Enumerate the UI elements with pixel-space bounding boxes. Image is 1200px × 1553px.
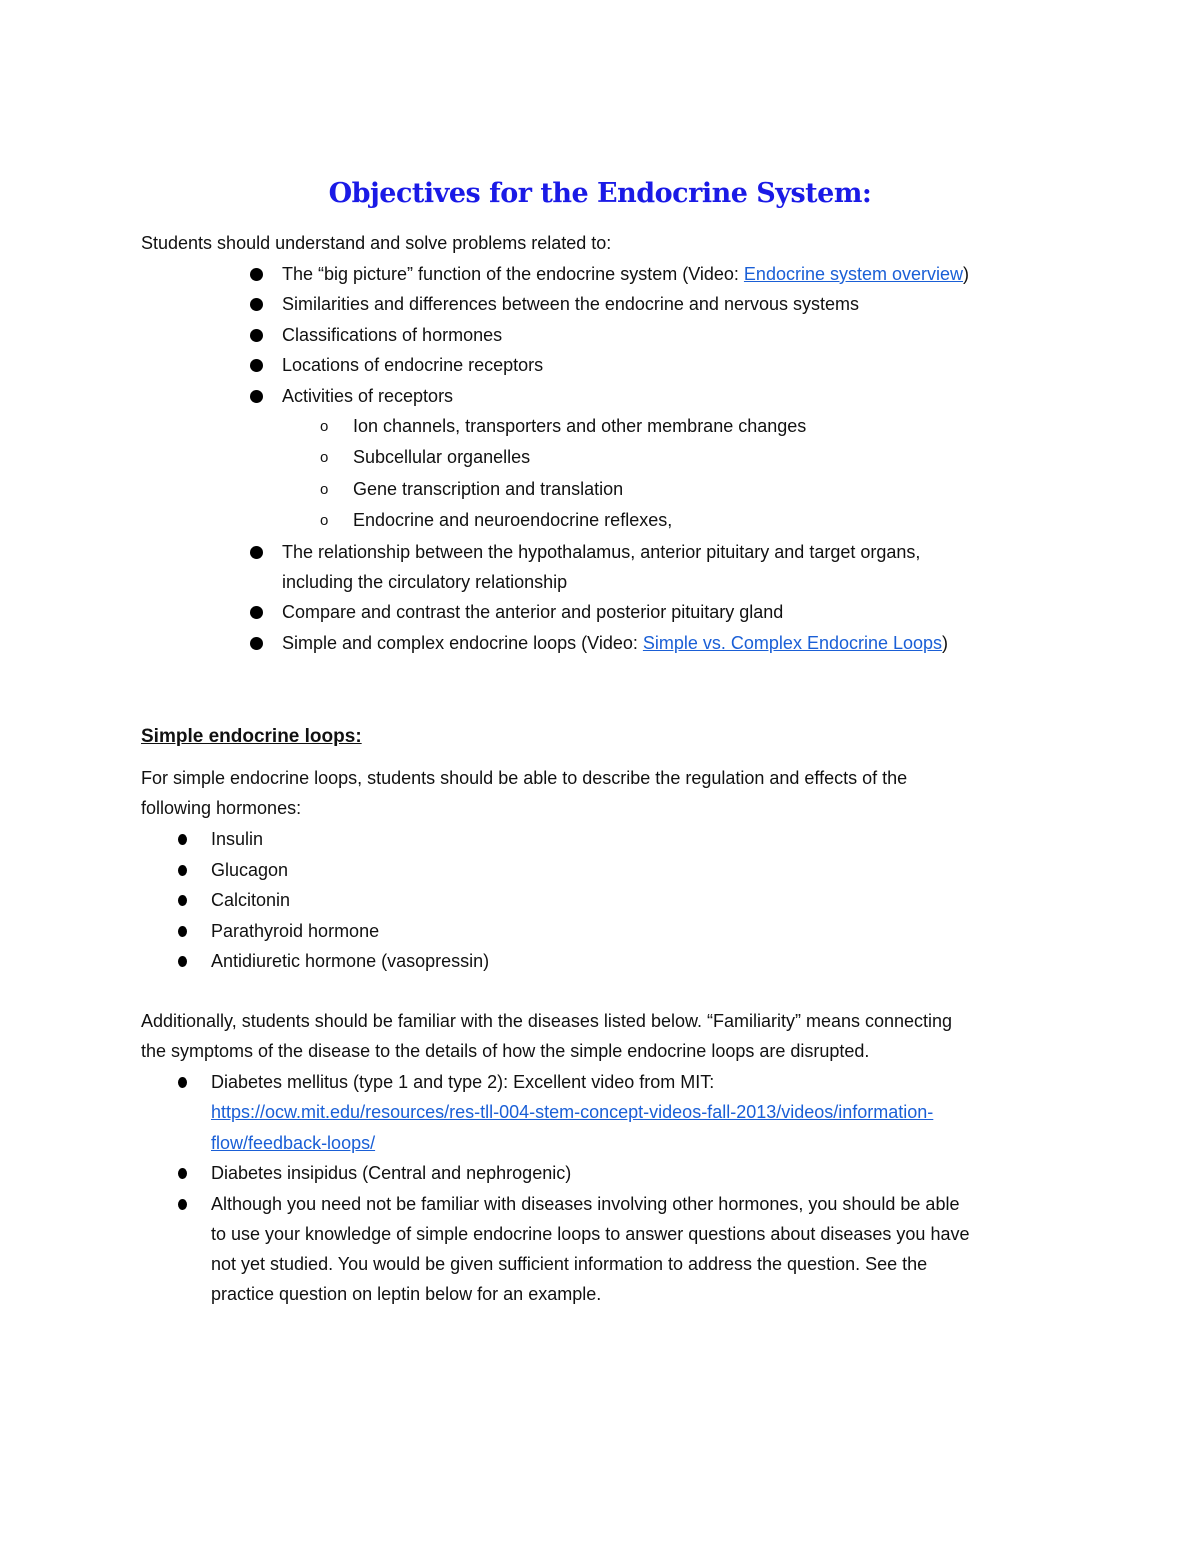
objective-text: Simple and complex endocrine loops (Video: [282, 633, 643, 653]
disease-item-cont: to use your knowledge of simple endocrine loops to answer questions about diseases you have [211, 1224, 970, 1244]
bullet-icon [178, 1199, 187, 1210]
disease-item: Although you need not be familiar with diseases involving other hormones, you should be able [211, 1194, 960, 1214]
mit-video-link[interactable]: https://ocw.mit.edu/resources/res-tll-004-stem-concept-videos-fall-2013/videos/information- [211, 1102, 934, 1122]
disease-item: Diabetes mellitus (type 1 and type 2): Excellent video from MIT: [211, 1072, 715, 1092]
bullet-icon [250, 359, 263, 372]
circle-bullet-icon: o [320, 449, 329, 466]
mit-video-link-cont[interactable]: flow/feedback-loops/ [211, 1133, 376, 1153]
bullet-icon [250, 298, 263, 311]
sub-item: Subcellular organelles [353, 447, 531, 467]
disease-item-cont: practice question on leptin below for an example. [211, 1284, 602, 1304]
objective-item: The relationship between the hypothalamus, anterior pituitary and target organs, [282, 542, 921, 562]
section-heading: Simple endocrine loops: [141, 726, 362, 747]
bullet-icon [250, 546, 263, 559]
simple-complex-loops-link[interactable]: Simple vs. Complex Endocrine Loops [642, 633, 943, 653]
paragraph-line: For simple endocrine loops, students should be able to describe the regulation and effects of the [141, 768, 908, 788]
bullet-icon [178, 834, 187, 845]
paragraph-line: the symptoms of the disease to the details of how the simple endocrine loops are disrupted. [141, 1041, 870, 1061]
circle-bullet-icon: o [320, 481, 329, 498]
bullet-icon [250, 268, 263, 281]
bullet-icon [178, 956, 187, 967]
disease-item: Diabetes insipidus (Central and nephrogenic) [211, 1163, 572, 1183]
sub-item: Gene transcription and translation [353, 479, 624, 499]
hormone-item: Antidiuretic hormone (vasopressin) [211, 951, 490, 971]
objective-item-cont: including the circulatory relationship [282, 572, 568, 592]
hormone-item: Calcitonin [211, 890, 291, 910]
bullet-icon [178, 1077, 187, 1088]
sub-item: Ion channels, transporters and other membrane changes [353, 416, 807, 436]
bullet-icon [178, 895, 187, 906]
hormone-item: Insulin [211, 829, 264, 849]
objective-item: Similarities and differences between the endocrine and nervous systems [282, 294, 859, 314]
bullet-icon [178, 926, 187, 937]
circle-bullet-icon: o [320, 418, 329, 435]
hormone-item: Glucagon [211, 860, 289, 880]
disease-item-cont: not yet studied. You would be given sufficient information to address the question. See the [211, 1254, 928, 1274]
objective-item [282, 631, 948, 655]
hormone-item: Parathyroid hormone [211, 921, 380, 941]
objective-item [282, 262, 969, 286]
bullet-icon [250, 637, 263, 650]
circle-bullet-icon: o [320, 512, 329, 529]
bullet-icon [178, 865, 187, 876]
sub-item: Endocrine and neuroendocrine reflexes, [353, 510, 673, 530]
objective-text-end: ) [963, 264, 970, 284]
objective-text: The “big picture” function of the endocrine system (Video: [282, 264, 744, 284]
objective-item: Classifications of hormones [282, 325, 503, 345]
paragraph-line: following hormones: [141, 798, 302, 818]
page-title: Objectives for the Endocrine System: [328, 178, 872, 209]
intro-text: Students should understand and solve problems related to: [141, 233, 612, 253]
bullet-icon [250, 329, 263, 342]
objective-text-end: ) [942, 633, 949, 653]
objective-item: Locations of endocrine receptors [282, 355, 544, 375]
bullet-icon [250, 390, 263, 403]
paragraph-line: Additionally, students should be familiar with the diseases listed below. “Familiarity” means connecting [141, 1011, 953, 1031]
objective-item: Compare and contrast the anterior and posterior pituitary gland [282, 602, 784, 622]
endocrine-overview-link[interactable]: Endocrine system overview [743, 264, 964, 284]
bullet-icon [178, 1168, 187, 1179]
bullet-icon [250, 606, 263, 619]
objective-item: Activities of receptors [282, 386, 454, 406]
